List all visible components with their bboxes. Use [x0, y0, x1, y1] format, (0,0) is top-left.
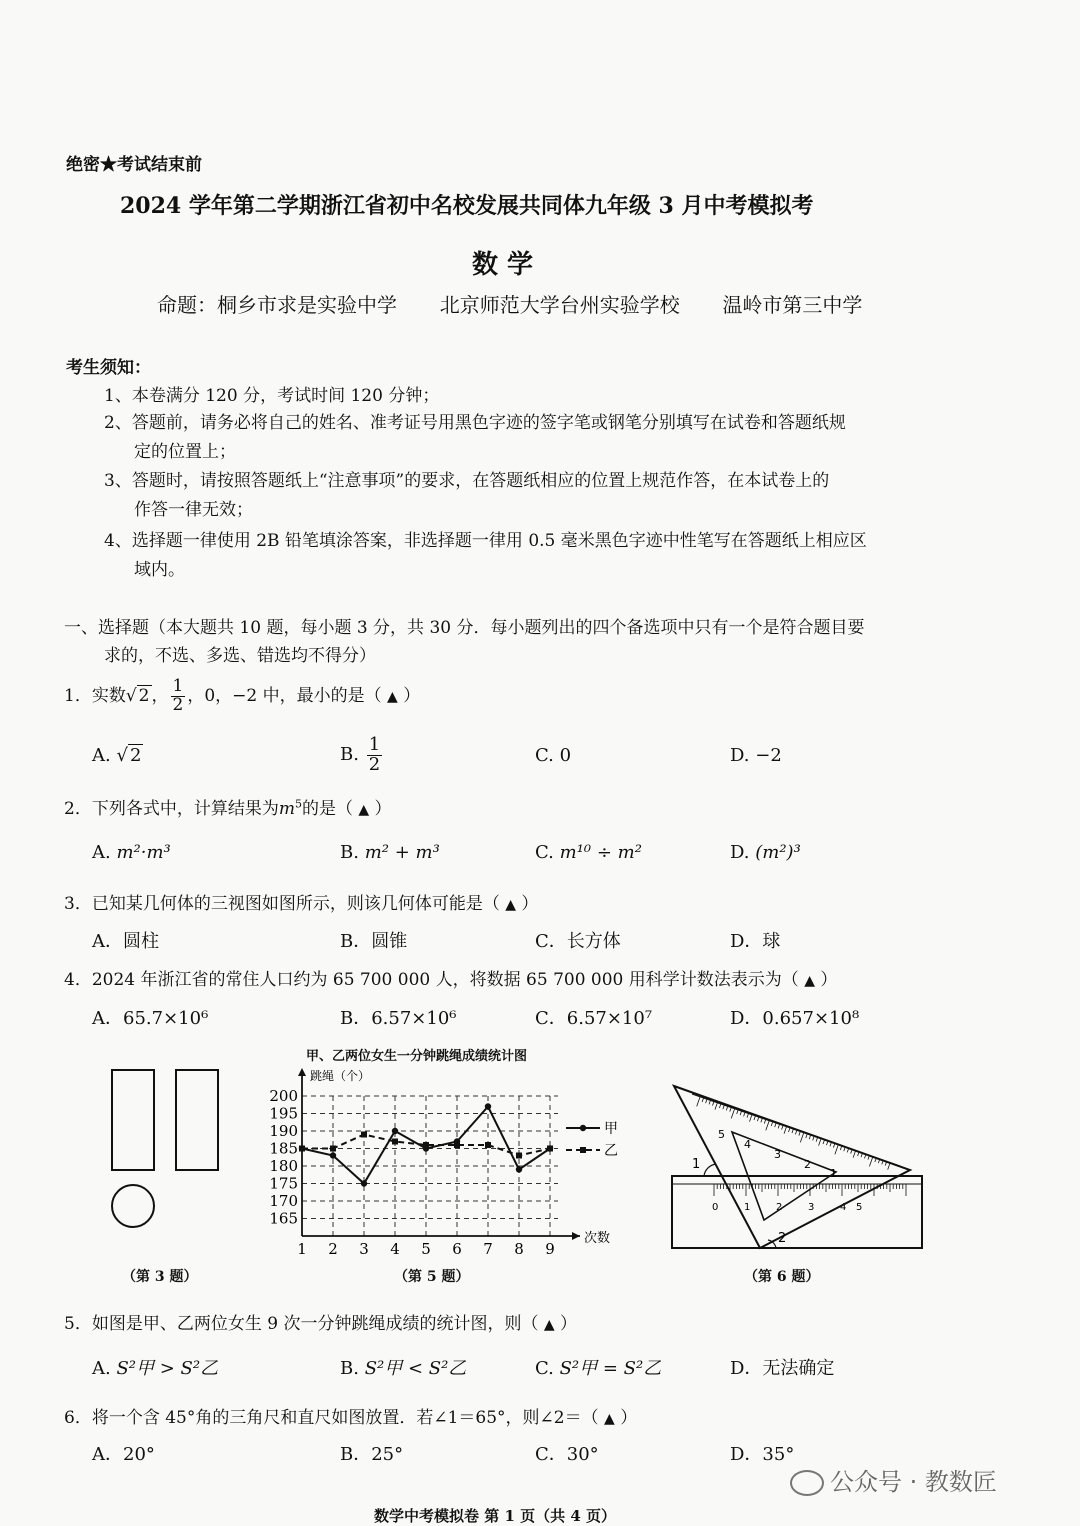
series-point-甲	[485, 1103, 491, 1109]
answer-blank-triangle: ▲	[543, 1317, 555, 1333]
x-tick-label: 3	[359, 1240, 369, 1256]
set-square-tick	[775, 1123, 776, 1127]
ruler-label-1: 1	[744, 1202, 751, 1213]
set-square-tick	[830, 1143, 831, 1147]
set-square-tick	[833, 1144, 834, 1148]
set-square-tick	[719, 1104, 720, 1108]
q6-option-a: A．20°	[92, 1444, 155, 1465]
q1-option-d: D. −2	[730, 745, 782, 766]
angle-1-label: 1	[692, 1157, 701, 1172]
set-square-tick	[723, 1105, 724, 1109]
figure-6-caption: （第 6 题）	[744, 1269, 820, 1285]
set-square-tick	[744, 1113, 745, 1117]
tri-label-1: 1	[830, 1167, 837, 1180]
legend-marker-乙	[580, 1147, 586, 1153]
legend-label-乙: 乙	[604, 1143, 618, 1159]
series-point-乙	[330, 1146, 336, 1152]
set-square-tick	[731, 1109, 734, 1118]
x-tick-label: 4	[390, 1240, 400, 1256]
set-square-tick	[730, 1108, 731, 1112]
set-square-tick	[806, 1134, 807, 1138]
q6-option-d: D．35°	[730, 1444, 795, 1465]
notice-item-3: 3、答题时，请按照答题纸上“注意事项”的要求，在答题纸相应的位置上规范作答，在本试卷上的	[104, 471, 830, 491]
series-point-乙	[361, 1132, 367, 1138]
set-square-tick	[706, 1099, 707, 1103]
q4-option-b: B．6.57×10⁶	[340, 1008, 457, 1029]
series-point-乙	[454, 1142, 460, 1148]
notice-title: 考生须知：	[66, 358, 151, 378]
author-1: 桐乡市求是实验中学	[217, 293, 397, 317]
y-tick-label: 175	[269, 1174, 298, 1193]
set-square-tick	[782, 1126, 783, 1130]
figure-3-caption: （第 3 题）	[122, 1269, 198, 1285]
series-point-甲	[330, 1152, 336, 1158]
exam-title: 2024 学年第二学期浙江省初中名校发展共同体九年级 3 月中考模拟考	[120, 193, 814, 219]
set-square-tick	[795, 1131, 796, 1135]
set-square-tick	[853, 1151, 855, 1158]
answer-blank-triangle: ▲	[387, 689, 398, 705]
top-view-circle	[112, 1185, 154, 1227]
tri-label-3: 3	[774, 1148, 781, 1161]
x-axis-label: 次数	[584, 1231, 611, 1246]
wechat-watermark: 公众号 · 教数匠	[790, 1462, 997, 1497]
notice-item-4: 4、选择题一律使用 2B 铅笔填涂答案，非选择题一律用 0.5 毫米黑色字迹中性笔写在答题纸上相应区	[104, 531, 867, 551]
ruler-label-2: 2	[776, 1202, 783, 1213]
notice-item-1: 1、本卷满分 120 分，考试时间 120 分钟；	[104, 386, 440, 406]
q3-option-b: B．圆锥	[340, 931, 408, 952]
legend-label-甲: 甲	[604, 1121, 618, 1137]
set-square-tick	[766, 1121, 769, 1130]
authors-line	[157, 289, 862, 318]
q2-option-b: B. m² + m³	[340, 842, 440, 863]
y-tick-label: 200	[269, 1087, 298, 1105]
set-square-tick	[771, 1122, 772, 1126]
notice-item-2: 2、答题前，请务必将自己的姓名、准考证号用黑色字迹的签字笔或钢笔分别填写在试卷和答题纸规	[104, 413, 846, 433]
ruler-label-3: 3	[808, 1202, 815, 1213]
q3-option-c: C．长方体	[535, 931, 621, 952]
y-axis-label: 跳绳（个）	[310, 1069, 371, 1083]
set-square-tick	[750, 1115, 752, 1122]
y-tick-label: 190	[269, 1122, 298, 1140]
figure-5-line-chart	[262, 1066, 642, 1256]
question-3-stem: 3．已知某几何体的三视图如图所示，则该几何体可能是（ ▲ ）	[64, 894, 539, 914]
author-2: 北京师范大学台州实验学校	[439, 293, 680, 317]
tri-label-5: 5	[718, 1128, 725, 1141]
set-square-tick	[840, 1146, 841, 1150]
set-square-tick	[709, 1101, 710, 1105]
question-1-stem: 1．实数√ 2 ， $\frac{1}{2}$ ，0，−2 中，最小的是（ ▲ ）	[64, 676, 421, 715]
ruler-label-4: 4	[840, 1202, 847, 1213]
set-square-tick	[858, 1152, 859, 1156]
question-4-stem: 4．2024 年浙江省的常住人口约为 65 700 000 人，将数据 65 700 000 用科学计数法表示为（ ▲ ）	[64, 970, 838, 990]
notice-item-4-cont: 域内。	[134, 560, 185, 580]
set-square-tick	[726, 1107, 727, 1111]
q5-option-a: A. S²甲 > S²乙	[92, 1358, 219, 1379]
x-axis-arrow	[572, 1232, 580, 1240]
series-point-甲	[361, 1180, 367, 1186]
authors-label: 命题：	[157, 293, 217, 317]
question-5-stem: 5．如图是甲、乙两位女生 9 次一分钟跳绳成绩的统计图，则（ ▲ ）	[64, 1314, 578, 1334]
set-square-tick	[788, 1128, 789, 1132]
set-square-tick	[715, 1103, 717, 1110]
series-point-乙	[516, 1153, 522, 1159]
front-view-rect	[112, 1070, 154, 1170]
y-tick-label: 165	[269, 1209, 298, 1228]
set-square-tick	[754, 1116, 755, 1120]
q4-option-a: A．65.7×10⁶	[92, 1008, 209, 1029]
secret-label: 绝密★考试结束前	[66, 155, 202, 175]
series-point-乙	[547, 1146, 553, 1152]
q6-option-b: B．25°	[340, 1444, 404, 1465]
x-tick-label: 8	[514, 1240, 524, 1256]
set-square-tick	[816, 1138, 817, 1142]
series-point-乙	[485, 1142, 491, 1148]
set-square-tick	[888, 1163, 890, 1170]
q1-option-c: C. 0	[535, 745, 572, 766]
q5-option-c: C. S²甲 = S²乙	[535, 1358, 662, 1379]
q1-option-a: A. √ 2	[92, 745, 142, 766]
set-square-tick	[847, 1149, 848, 1153]
q2-option-a: A. m²·m³	[92, 842, 171, 863]
q2-option-c: C. m¹⁰ ÷ m²	[535, 842, 642, 863]
set-square-tick	[861, 1153, 862, 1157]
tri-label-4: 4	[744, 1138, 751, 1151]
set-square-tick	[864, 1155, 865, 1159]
set-square-tick	[844, 1147, 845, 1151]
set-square-tick	[740, 1111, 741, 1115]
series-point-甲	[516, 1166, 522, 1172]
y-tick-label: 195	[269, 1104, 298, 1123]
q4-option-d: D．0.657×10⁸	[730, 1008, 860, 1029]
angle-1-arc	[704, 1164, 716, 1176]
x-tick-label: 2	[328, 1240, 338, 1256]
notice-item-2-cont: 定的位置上；	[134, 442, 236, 462]
answer-blank-triangle: ▲	[358, 802, 370, 818]
y-tick-label: 180	[269, 1157, 298, 1175]
set-square-tick	[851, 1150, 852, 1154]
series-point-甲	[392, 1128, 398, 1134]
set-square-tick	[712, 1102, 713, 1106]
figure-3-three-views	[100, 1060, 230, 1235]
set-square-tick	[869, 1157, 872, 1166]
q2-option-d: D. (m²)³	[730, 842, 801, 863]
set-square-tick	[778, 1125, 779, 1129]
set-square-tick	[757, 1117, 758, 1121]
question-6-stem: 6．将一个含 45°角的三角尺和直尺如图放置．若∠1＝65°，则∠2＝（ ▲ ）	[64, 1408, 638, 1428]
page-footer: 数学中考模拟卷 第 1 页（共 4 页）	[374, 1507, 616, 1525]
y-tick-label: 185	[269, 1139, 298, 1158]
ruler-label-5: 5	[856, 1202, 863, 1213]
chart-title: 甲、乙两位女生一分钟跳绳成绩统计图	[306, 1049, 528, 1064]
set-square-tick	[823, 1140, 824, 1144]
q6-option-c: C．30°	[535, 1444, 599, 1465]
x-tick-label: 1	[297, 1240, 307, 1256]
set-square-tick	[792, 1129, 793, 1133]
notice-item-3-cont: 作答一律无效；	[134, 500, 253, 520]
figure-5-caption: （第 5 题）	[394, 1269, 470, 1285]
set-square-tick	[747, 1114, 748, 1118]
set-square-tick	[826, 1141, 827, 1145]
set-square-tick	[799, 1132, 800, 1136]
q3-option-a: A．圆柱	[92, 931, 159, 952]
set-square-tick	[697, 1097, 700, 1106]
legend-marker-甲	[580, 1125, 586, 1131]
series-point-乙	[392, 1139, 398, 1145]
side-view-rect	[176, 1070, 218, 1170]
series-point-乙	[299, 1146, 305, 1152]
set-square-tick	[784, 1127, 786, 1134]
set-square-tick	[800, 1133, 803, 1142]
set-square-tick	[813, 1137, 814, 1141]
answer-blank-triangle: ▲	[804, 973, 815, 989]
x-tick-label: 5	[421, 1240, 431, 1256]
set-square-tick	[835, 1145, 838, 1154]
wechat-icon	[790, 1470, 824, 1496]
tri-label-2: 2	[804, 1158, 811, 1171]
set-square-tick	[819, 1139, 821, 1146]
set-square-tick	[737, 1110, 738, 1114]
answer-blank-triangle: ▲	[505, 897, 517, 913]
x-tick-label: 6	[452, 1240, 462, 1256]
section1-line1: 一、选择题（本大题共 10 题，每小题 3 分，共 30 分．每小题列出的四个备选项中只有一个是符合题目要	[64, 618, 865, 638]
q3-option-d: D．球	[730, 931, 781, 952]
q1-option-b: B. $\frac{1}{2}$	[340, 733, 381, 775]
q4-option-c: C．6.57×10⁷	[535, 1008, 653, 1029]
series-point-乙	[423, 1142, 429, 1148]
set-square-tick	[702, 1098, 703, 1102]
set-square-tick	[764, 1120, 765, 1124]
question-2-stem: 2．下列各式中，计算结果为$m^5$的是（ ▲ ）	[64, 797, 392, 819]
section1-line2: 求的，不选、多选、错选均不得分）	[104, 646, 376, 666]
angle-2-label: 2	[778, 1231, 787, 1246]
author-3: 温岭市第三中学	[722, 293, 863, 317]
set-square-ticks	[697, 1097, 890, 1170]
set-square-tick	[809, 1135, 810, 1139]
set-square-tick	[761, 1119, 762, 1123]
x-tick-label: 7	[483, 1240, 493, 1256]
subject-title: 数 学	[472, 250, 534, 280]
y-tick-label: 170	[269, 1192, 298, 1210]
q5-option-d: D．无法确定	[730, 1358, 835, 1379]
q5-option-b: B. S²甲 < S²乙	[340, 1358, 467, 1379]
figure-6-triangle-ruler	[664, 1080, 934, 1255]
ruler-label-0: 0	[712, 1202, 719, 1213]
answer-blank-triangle: ▲	[604, 1411, 615, 1427]
set-square-tick	[868, 1156, 869, 1160]
y-axis-arrow	[298, 1068, 306, 1076]
x-tick-label: 9	[545, 1240, 555, 1256]
